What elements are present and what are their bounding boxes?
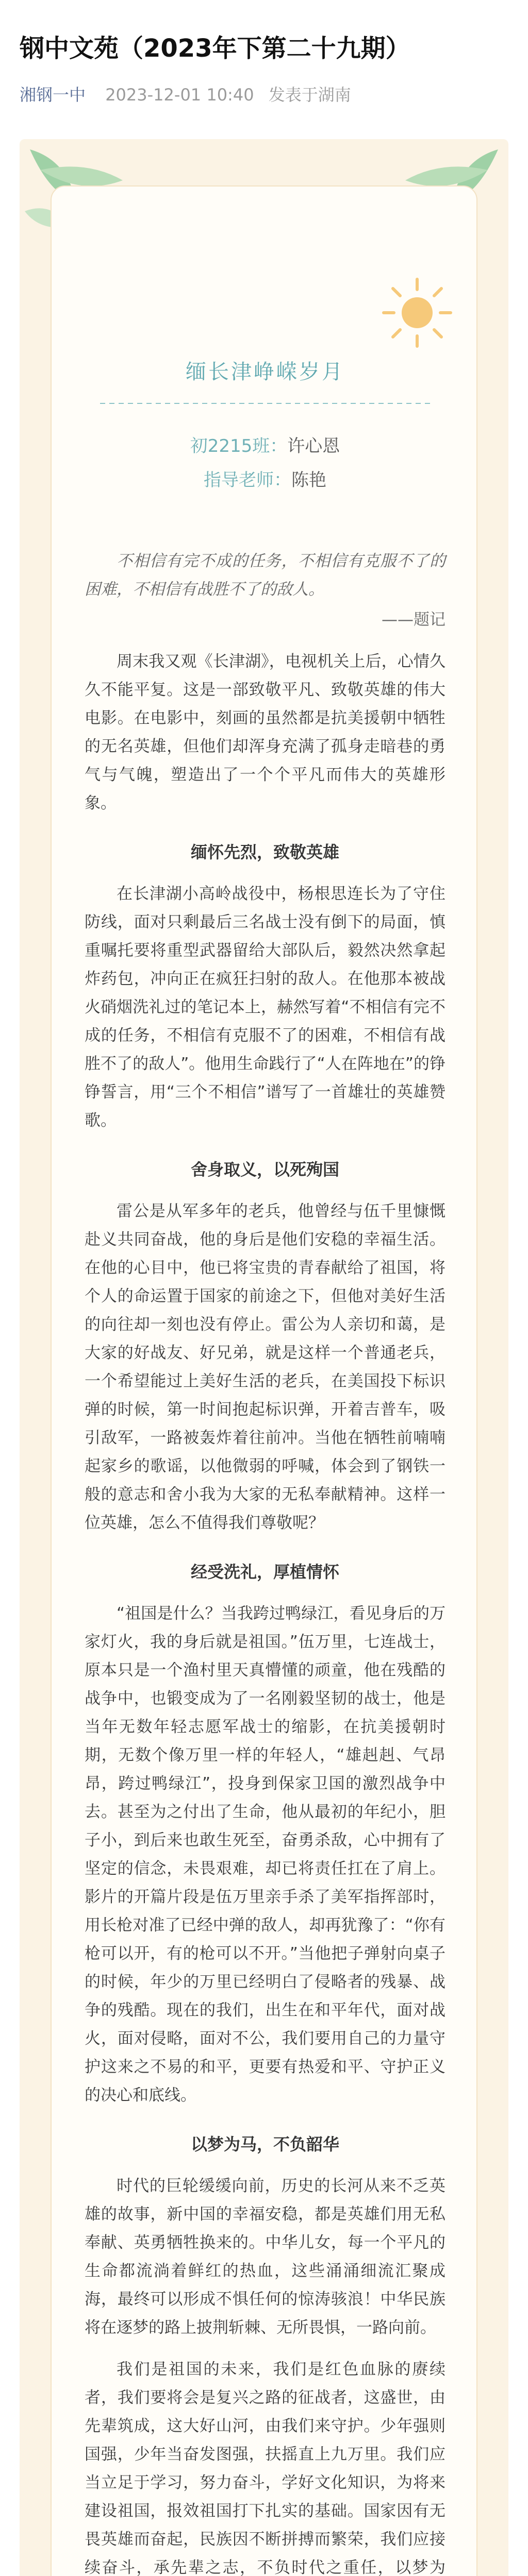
author-line (52, 433, 478, 460)
epigraph: 不相信有完不成的任务，不相信有克服不了的困难，不相信有战胜不了的敌人。 (85, 552, 446, 599)
paragraph: 雷公是从军多年的老兵，他曾经与伍千里慷慨赴义共同奋战，他的身后是他们安稳的幸福生活。在他的心目中，他已将宝贵的青春献给了祖国，将个人的命运置于国家的前途之下，但他对美好生活的向往却一刻也没有停止。雷公为人亲切和蔼，是大家的好战友、好兄弟，就是这样一个普通老兵，一个希望能过上美好生活的老兵，在美国投下标识弹的时候，第一时间抱起标识弹，开着吉普车，吸引敌军，一路被轰炸着往前冲。当他在牺牲前喃喃起家乡的歌谣，以他微弱的呼喊，体会到了钢铁一般的意志和舍小我为大家的无私奉献精神。这样一位英雄，怎么不值得我们尊敬呢？ (85, 1202, 446, 1532)
dashed-divider (100, 403, 430, 404)
teacher-name: 陈艳 (291, 470, 326, 490)
paragraph: “祖国是什么？当我跨过鸭绿江，看见身后的万家灯火，我的身后就是祖国。”伍万里，七连战士，原本只是一个渔村里天真懵懂的顽童，他在残酷的战争中，也锻变成为了一名刚毅坚韧的战士，他是当年无数年轻志愿军战士的缩影，在抗美援朝时期，无数个像万里一样的年轻人，“雄赳赳、气昂昂，跨过鸭绿江”，投身到保家卫国的激烈战争中去。甚至为之付出了生命，他从最初的年纪小，胆子小，到后来也敢生死至，奋勇杀敌，心中拥有了坚定的信念，未畏艰难，却已将责任扛在了肩上。影片的开篇片段是伍万里亲手杀了美军指挥部时，用长枪对准了已经中弹的敌人，却再犹豫了：“你有枪可以开，有的枪可以不开。”当他把子弹射向桌子的时候，年少的万里已经明白了侵略者的残暴、战争的残酷。现在的我们，出生在和平年代，面对战火，面对侵略，面对不公，我们要用自己的力量守护这来之不易的和平，更要有热爱和平、守护正义的决心和底线。 (85, 1604, 446, 2105)
decorated-card (20, 139, 508, 2576)
card-content (51, 185, 477, 2576)
paragraph: 时代的巨轮缓缓向前，历史的长河从来不乏英雄的故事，新中国的幸福安稳，都是英雄们用无私奉献、英勇牺牲换来的。中华儿女，每一个平凡的生命都流淌着鲜红的热血，这些涌涌细流汇聚成海，最终可以形成不惧任何的惊涛骇浪！中华民族将在逐梦的路上披荆斩棘、无所畏惧，一路向前。 (85, 2177, 446, 2337)
section-heading: 缅怀先烈，致敬英雄 (190, 842, 339, 862)
article-meta (20, 82, 508, 107)
essay-body (85, 547, 446, 2576)
publish-time: 2023-12-01 10:40 (105, 85, 254, 105)
column-header (52, 357, 478, 494)
paragraph: 我们是祖国的未来，我们是红色血脉的赓续者，我们要将会是复兴之路的征战者，这盛世，由先辈筑成，这大好山河，由我们来守护。少年强则国强，少年当奋发图强，扶摇直上九万里。我们应当立足于学习，努力奋斗，学好文化知识，为将来建设祖国，报效祖国打下扎实的基础。国家因有无畏英雄而奋起，民族因不断拼搏而繁荣，我们应接续奋斗，承先辈之志，不负时代之重任，以梦为 (85, 2360, 446, 2576)
section-heading: 经受洗礼，厚植情怀 (190, 1562, 339, 1582)
publish-location: 发表于湖南 (268, 85, 351, 105)
section-heading: 以梦为马，不负韶华 (190, 2134, 339, 2154)
author-label: 初2215班： (190, 436, 288, 456)
epigraph-source: ——题记 (382, 611, 446, 629)
teacher-label: 指导老师： (204, 470, 291, 490)
paragraph: 周末我又观《长津湖》，电视机关上后，心情久久不能平复。这是一部致敬平凡、致敬英雄的伟大电影。在电影中，刻画的虽然都是抗美援朝中牺牲的无名英雄，但他们却浑身充满了孤身走暗巷的勇气与气魄，塑造出了一个个平凡而伟大的英雄形象。 (85, 652, 446, 812)
teacher-line (52, 467, 478, 494)
account-name-link[interactable]: 湘钢一中 (20, 85, 86, 105)
sun-icon (378, 274, 456, 351)
section-heading: 舍身取义，以死殉国 (190, 1160, 339, 1179)
article-title: 钢中文苑（2023年下第二十九期） (20, 34, 410, 63)
author-name: 许心恩 (287, 436, 340, 456)
paragraph: 在长津湖小高岭战役中，杨根思连长为了守住防线，面对只剩最后三名战士没有倒下的局面，慎重嘱托要将重型武器留给大部队后，毅然决然拿起炸药包，冲向正在疯狂扫射的敌人。在他那本被战火硝烟洗礼过的笔记本上，赫然写着“不相信有完不成的任务，不相信有克服不了的困难，不相信有战胜不了的敌人”。他用生命践行了“人在阵地在”的铮铮誓言，用“三个不相信”谱写了一首雄壮的英雄赞歌。 (85, 885, 446, 1130)
column-name: 缅长津峥嵘岁月 (186, 360, 344, 384)
